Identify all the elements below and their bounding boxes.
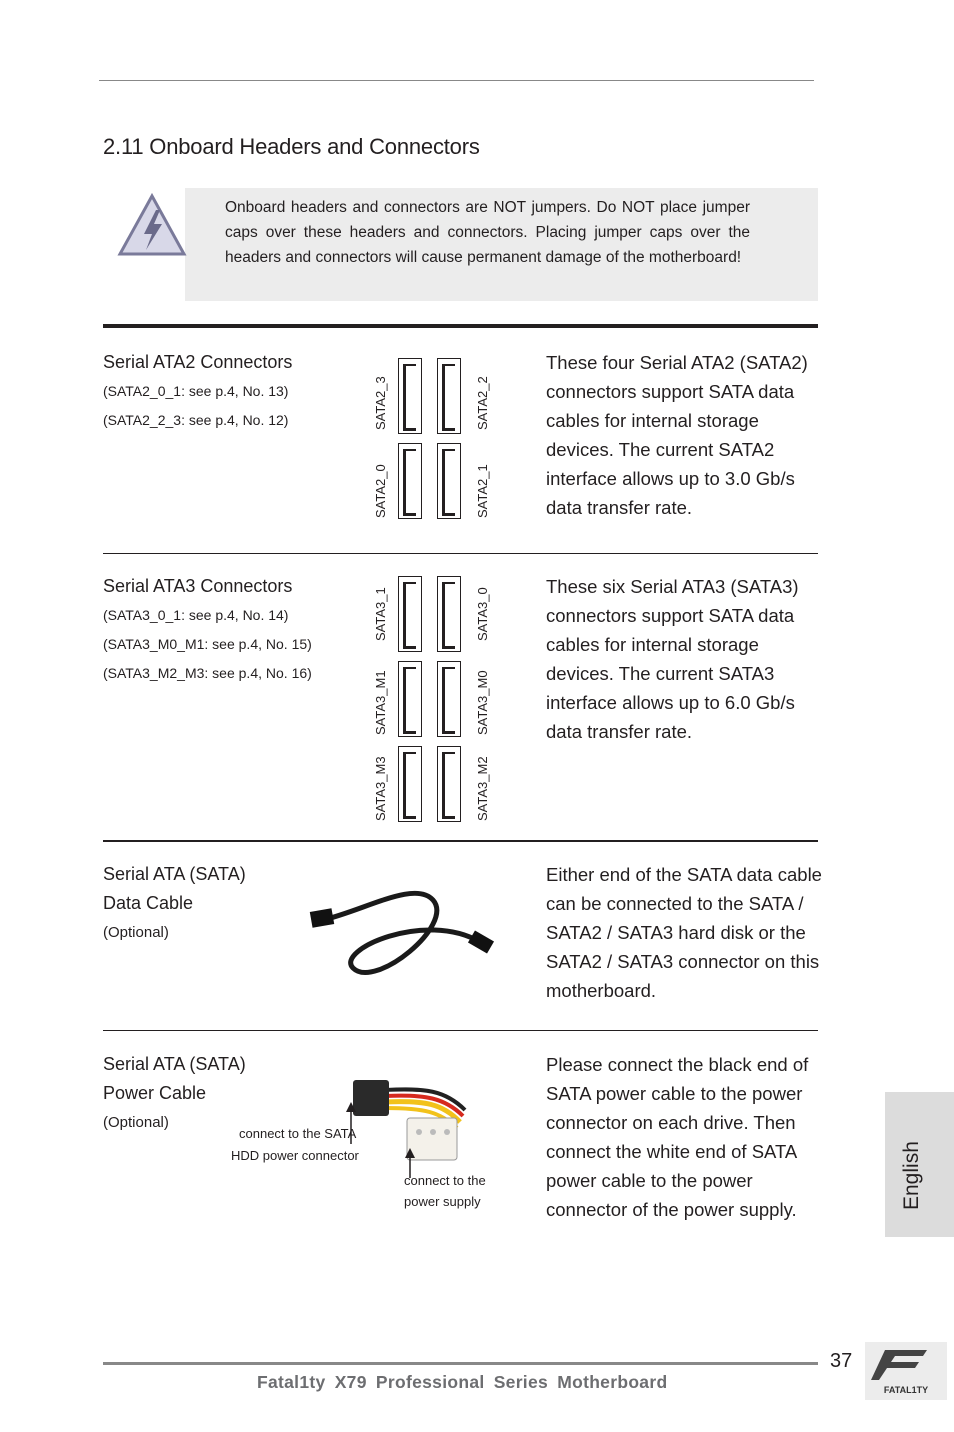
power-cable-optional: (Optional) (103, 1114, 169, 1131)
power-cable-description: Please connect the black end of SATA power cable to the power connector on each drive. Then connect the white end of SATA power cable to the power connector of the power supply. (546, 1054, 809, 1220)
sata3-ref-3: (SATA3_M2_M3: see p.4, No. 16) (103, 665, 312, 681)
sata3-description: These six Serial ATA3 (SATA3) connectors support SATA data cables for internal storage devices. The current SATA3 interface allows up to 6.0 Gb/s data transfer rate. (546, 576, 799, 742)
svg-text:FATAL1TY: FATAL1TY (883, 1385, 929, 1395)
label-sata2-2: SATA2_2 (475, 376, 490, 430)
sata-data-cable-image (305, 880, 500, 980)
data-cable-optional: (Optional) (103, 924, 169, 941)
section-title: 2.11 Onboard Headers and Connectors (103, 134, 480, 159)
data-cable-description: Either end of the SATA data cable can be connected to the SATA / SATA2 / SATA3 hard disk or the SATA2 / SATA3 connector on this motherboard. (546, 864, 822, 1001)
sata3-1-connector (398, 576, 422, 652)
sata2-1-connector (437, 443, 461, 519)
label-sata3-m1: SATA3_M1 (373, 670, 388, 735)
label-sata3-m3: SATA3_M3 (373, 756, 388, 821)
sata2-ref-1: (SATA2_0_1: see p.4, No. 13) (103, 383, 289, 399)
label-sata3-m2: SATA3_M2 (475, 756, 490, 821)
language-tab-label: English (900, 1141, 923, 1210)
label-sata2-3: SATA2_3 (373, 376, 388, 430)
callout-psu-line1: connect to the (404, 1173, 486, 1188)
sata3-m2-connector (437, 746, 461, 822)
section-divider (103, 1030, 818, 1031)
fatal1ty-logo-icon (865, 1342, 947, 1400)
sata2-heading: Serial ATA2 Connectors (103, 352, 293, 372)
warning-icon (116, 192, 188, 258)
callout-psu-line2: power supply (404, 1194, 481, 1209)
label-sata3-1: SATA3_1 (373, 587, 388, 641)
sata2-2-connector (437, 358, 461, 434)
callout-hdd-line2: HDD power connector (231, 1148, 359, 1163)
section-divider (103, 553, 818, 554)
sata2-description: These four Serial ATA2 (SATA2) connectors support SATA data cables for internal storage devices. The current SATA2 interface allows up to 3.0 Gb/s data transfer rate. (546, 352, 808, 518)
sata2-3-connector (398, 358, 422, 434)
footer-rule (103, 1362, 818, 1365)
sata3-m3-connector (398, 746, 422, 822)
sata3-m1-connector (398, 661, 422, 737)
sata3-heading: Serial ATA3 Connectors (103, 576, 293, 596)
sata3-0-connector (437, 576, 461, 652)
sata3-ref-2: (SATA3_M0_M1: see p.4, No. 15) (103, 636, 312, 652)
sata2-ref-2: (SATA2_2_3: see p.4, No. 12) (103, 412, 289, 428)
label-sata2-0: SATA2_0 (373, 464, 388, 518)
sata2-0-connector (398, 443, 422, 519)
label-sata2-1: SATA2_1 (475, 464, 490, 518)
label-sata3-0: SATA3_0 (475, 587, 490, 641)
label-sata3-m0: SATA3_M0 (475, 670, 490, 735)
section-divider (103, 840, 818, 842)
callout-hdd-line1: connect to the SATA (239, 1126, 357, 1141)
data-cable-heading-line2: Data Cable (103, 893, 194, 913)
top-rule (99, 80, 814, 81)
footer-title: Fatal1ty X79 Professional Series Motherboard (257, 1372, 668, 1392)
power-cable-heading-line2: Power Cable (103, 1083, 207, 1103)
power-cable-heading-line1: Serial ATA (SATA) (103, 1054, 246, 1074)
data-cable-heading-line1: Serial ATA (SATA) (103, 864, 246, 884)
page-number: 37 (830, 1350, 853, 1372)
sata3-m0-connector (437, 661, 461, 737)
sata3-ref-1: (SATA3_0_1: see p.4, No. 14) (103, 607, 289, 623)
section-divider-thick (103, 324, 818, 328)
warning-note-text: Onboard headers and connectors are NOT jumpers. Do NOT place jumper caps over these headers and connectors. Placing jumper caps over the headers and connectors will cause permanent damage of the motherboard! (225, 199, 750, 266)
